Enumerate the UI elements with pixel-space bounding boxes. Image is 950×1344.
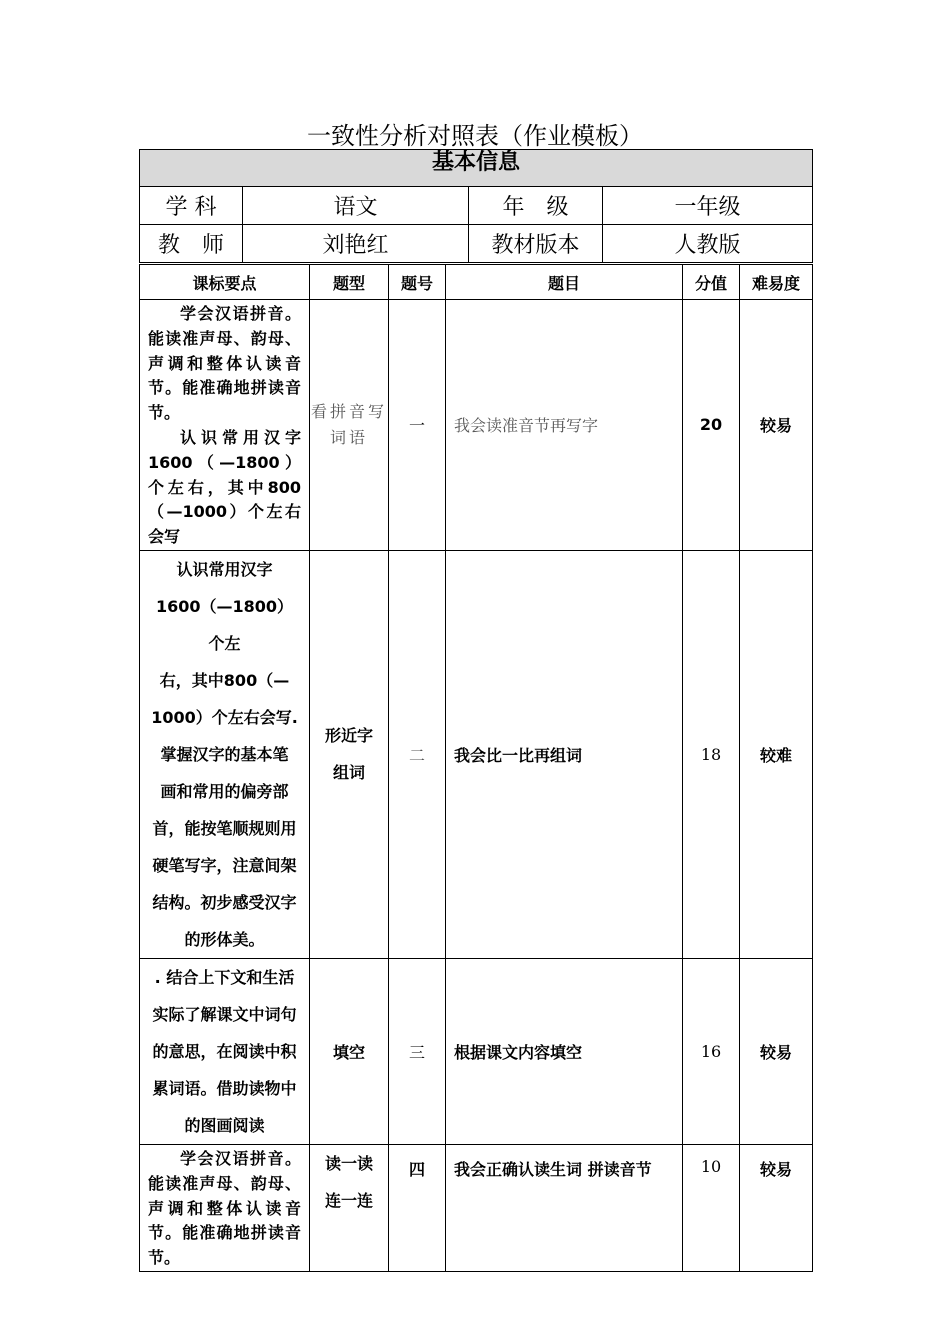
question-cell: 我会读准音节再写字 bbox=[446, 300, 683, 551]
standard-line: 累词语。借助读物中 bbox=[152, 1078, 297, 1098]
standard-line: 实际了解课文中词句 bbox=[152, 1004, 297, 1024]
col-difficulty: 难易度 bbox=[740, 265, 813, 300]
type-line: 形近字 bbox=[324, 726, 373, 746]
difficulty-cell: 较易 bbox=[740, 300, 813, 551]
type-line: 读一读 bbox=[324, 1153, 373, 1173]
difficulty-cell: 较易 bbox=[740, 1144, 813, 1271]
type-cell bbox=[310, 1144, 389, 1271]
question-cell: 我会比一比再组词 bbox=[446, 550, 683, 958]
teacher-label: 教 师 bbox=[140, 225, 243, 263]
standard-line: 的意思，在阅读中积 bbox=[152, 1041, 297, 1061]
table-row bbox=[140, 300, 813, 551]
column-header-row bbox=[140, 265, 813, 300]
subject-value: 语文 bbox=[243, 187, 469, 225]
grade-value: 一年级 bbox=[603, 187, 813, 225]
grade-label: 年 级 bbox=[469, 187, 603, 225]
question-cell: 我会正确认读生词 拼读音节 bbox=[446, 1144, 683, 1271]
standard-cell bbox=[140, 300, 310, 551]
difficulty-cell: 较难 bbox=[740, 550, 813, 958]
number-cell: 四 bbox=[389, 1144, 446, 1271]
standard-cell bbox=[140, 1144, 310, 1271]
number-cell: 一 bbox=[389, 300, 446, 551]
basic-info-table bbox=[139, 149, 813, 263]
col-standard: 课标要点 bbox=[140, 265, 310, 300]
table-row bbox=[140, 1144, 813, 1271]
score-cell: 16 bbox=[683, 958, 740, 1144]
standard-line: 掌握汉字的基本笔 bbox=[160, 744, 289, 764]
col-score: 分值 bbox=[683, 265, 740, 300]
question-cell: 根据课文内容填空 bbox=[446, 958, 683, 1144]
standard-line: 的形体美。 bbox=[184, 929, 265, 949]
number-cell: 三 bbox=[389, 958, 446, 1144]
standard-line: 首，能按笔顺规则用 bbox=[152, 818, 297, 838]
type-line: 组词 bbox=[332, 763, 365, 783]
standard-line: 硬笔写字，注意间架 bbox=[152, 855, 297, 875]
standard-cell bbox=[140, 550, 310, 958]
standard-line: 结构。初步感受汉字 bbox=[152, 892, 297, 912]
standard-line: 1600（—1800）个左 bbox=[155, 596, 294, 653]
standard-line: 画和常用的偏旁部 bbox=[160, 781, 289, 801]
standard-line: . 结合上下文和生活 bbox=[154, 967, 295, 987]
standard-cell bbox=[140, 958, 310, 1144]
standard-line: 右，其中800（— bbox=[159, 670, 290, 690]
teacher-value: 刘艳红 bbox=[243, 225, 469, 263]
col-type: 题型 bbox=[310, 265, 389, 300]
col-question: 题目 bbox=[446, 265, 683, 300]
standard-line: 1000）个左右会写. bbox=[151, 707, 298, 727]
type-cell: 填空 bbox=[310, 958, 389, 1144]
score-cell: 20 bbox=[683, 300, 740, 551]
subject-label: 学 科 bbox=[140, 187, 243, 225]
page-title: 一致性分析对照表（作业模板） bbox=[307, 122, 643, 150]
table-row bbox=[140, 958, 813, 1144]
type-line: 连一连 bbox=[324, 1190, 373, 1210]
standard-text: 学会汉语拼音。能读准声母、韵母、声调和整体认读音节。能准确地拼读音节。 bbox=[148, 304, 301, 423]
difficulty-cell: 较易 bbox=[740, 958, 813, 1144]
type-cell bbox=[310, 550, 389, 958]
basic-info-band: 基本信息 bbox=[140, 150, 813, 187]
edition-label: 教材版本 bbox=[469, 225, 603, 263]
score-cell: 18 bbox=[683, 550, 740, 958]
standard-line: 认识常用汉字 bbox=[176, 559, 273, 579]
analysis-table bbox=[139, 264, 813, 1272]
standard-text: 学会汉语拼音。能读准声母、韵母、声调和整体认读音节。能准确地拼读音节。 bbox=[148, 1148, 301, 1268]
table-row bbox=[140, 550, 813, 958]
number-cell: 二 bbox=[389, 550, 446, 958]
col-number: 题号 bbox=[389, 265, 446, 300]
standard-line: 的图画阅读 bbox=[184, 1115, 265, 1135]
score-cell: 10 bbox=[683, 1144, 740, 1271]
type-cell: 看拼音写词语 bbox=[310, 300, 389, 551]
edition-value: 人教版 bbox=[603, 225, 813, 263]
standard-text: 认识常用汉字1600（—1800）个左右，其中800（—1000）个左右会写 bbox=[148, 427, 301, 547]
